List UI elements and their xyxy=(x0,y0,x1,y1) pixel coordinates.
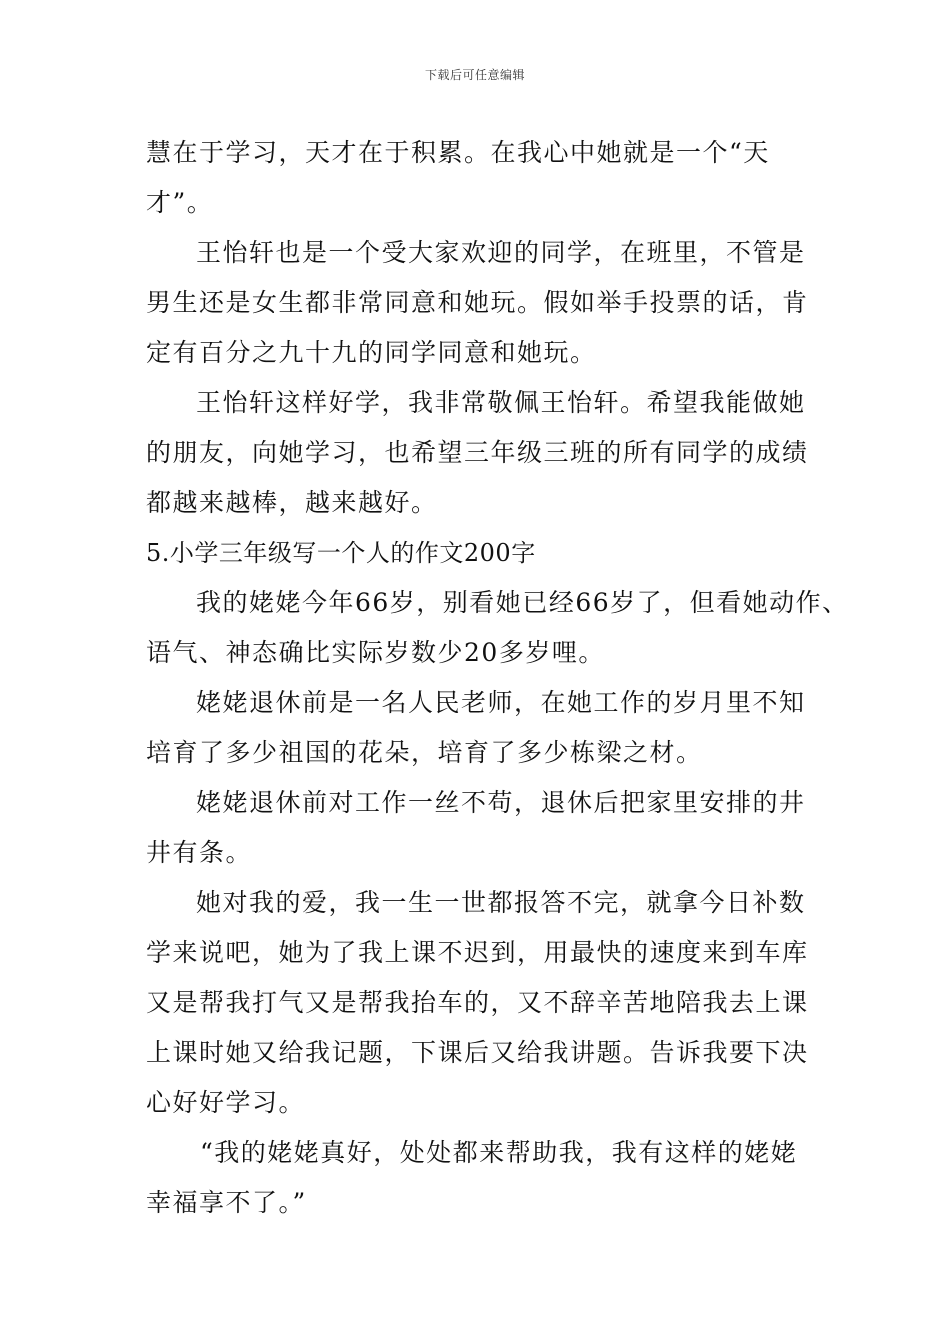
paragraph-start: 她对我的爱，我一生一世都报答不完，就拿今日补数 xyxy=(196,888,806,917)
text-line: 都越来越棒，越来越好。 xyxy=(146,488,438,517)
text-line: 培育了多少祖国的花朵，培育了多少栋梁之材。 xyxy=(146,738,703,767)
section-heading: 5.小学三年级写一个人的作文200字 xyxy=(146,539,536,567)
text-line: 学来说吧，她为了我上课不迟到，用最快的速度来到车库 xyxy=(146,938,809,967)
page-header-note: 下载后可任意编辑 xyxy=(424,68,525,82)
text-line: 又是帮我打气又是帮我抬车的，又不辞辛苦地陪我去上课 xyxy=(146,988,809,1017)
paragraph-start: 王怡轩这样好学，我非常敬佩王怡轩。希望我能做她 xyxy=(196,388,806,417)
text-line: 定有百分之九十九的同学同意和她玩。 xyxy=(146,338,597,367)
text-line: 慧在于学习，天才在于积累。在我心中她就是一个“天 xyxy=(146,138,770,167)
paragraph-start: 姥姥退休前是一名人民老师，在她工作的岁月里不知 xyxy=(196,688,806,717)
text-line: 幸福享不了。” xyxy=(146,1188,307,1217)
text-line: 语气、神态确比实际岁数少20多岁哩。 xyxy=(146,638,605,667)
text-line: 井有条。 xyxy=(146,838,253,867)
document-body xyxy=(146,128,849,1228)
paragraph-start: 我的姥姥今年66岁，别看她已经66岁了，但看她动作、 xyxy=(196,588,849,617)
paragraph-start: “我的姥姥真好，处处都来帮助我，我有这样的姥姥 xyxy=(200,1138,798,1167)
text-line: 心好好学习。 xyxy=(146,1088,306,1117)
paragraph-start: 姥姥退休前对工作一丝不苟，退休后把家里安排的井 xyxy=(196,788,806,817)
text-line: 上课时她又给我记题，下课后又给我讲题。告诉我要下决 xyxy=(146,1038,809,1067)
paragraph-start: 王怡轩也是一个受大家欢迎的同学，在班里，不管是 xyxy=(196,238,806,267)
text-line: 才”。 xyxy=(146,188,214,217)
text-line: 男生还是女生都非常同意和她玩。假如举手投票的话，肯 xyxy=(146,288,809,317)
text-line: 的朋友，向她学习，也希望三年级三班的所有同学的成绩 xyxy=(146,438,809,467)
